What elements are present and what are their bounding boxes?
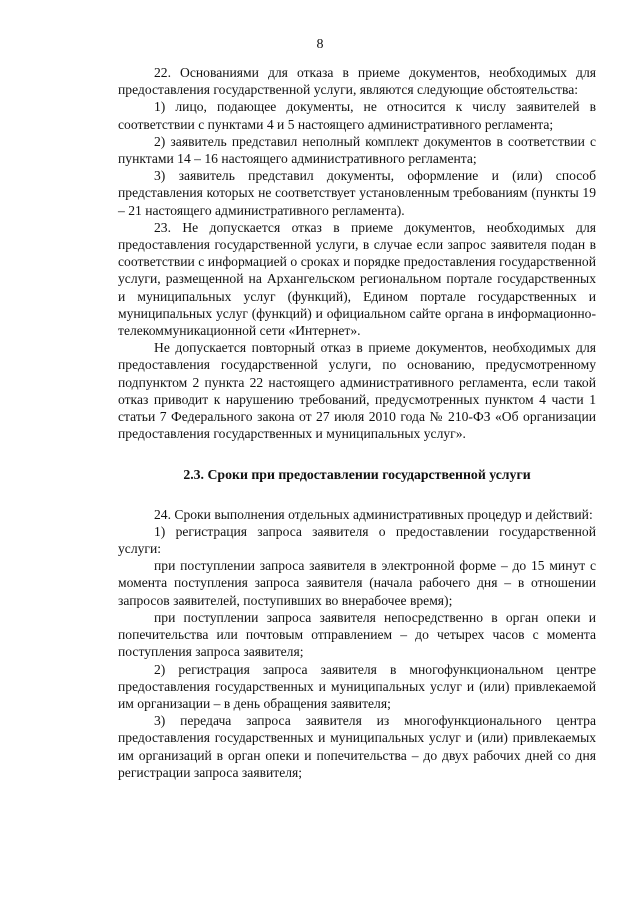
page-body — [118, 64, 596, 781]
paragraph-22-item-1: 1) лицо, подающее документы, не относится к числу заявителей в соответствии с пунктами 4 и 5 настоящего административного регламента; — [118, 99, 596, 132]
paragraph-23-repeat-refusal: Не допускается повторный отказ в приеме документов, необходимых для предоставления государственной услуги, по основанию, предусмотренному подпунктом 2 пункта 22 настоящего административного регламента, если такой отказ приводит к нарушению требований, предусмотренных пунктом 4 части 1 статьи 7 Федерального закона от 27 июля 2010 года № 210-ФЗ «Об организации предоставления государственных и муниципальных услуг». — [118, 340, 596, 442]
paragraph-24-item-1-electronic: при поступлении запроса заявителя в электронной форме – до 15 минут с момента поступления запроса заявителя (начала рабочего дня – в отношении запросов заявителей, поступивших во внерабочее время); — [118, 558, 596, 608]
paragraph-22-item-3: 3) заявитель представил документы, оформление и (или) способ представления которых не соответствует установленным требованиям (пункты 19 – 21 настоящего административного регламента). — [118, 168, 596, 218]
paragraph-24-item-1-direct: при поступлении запроса заявителя непосредственно в орган опеки и попечительства или почтовым отправлением – до четырех часов с момента поступления запроса заявителя; — [118, 609, 596, 660]
paragraph-22: 22. Основаниями для отказа в приеме документов, необходимых для предоставления государственной услуги, являются следующие обстоятельства: — [118, 65, 596, 98]
page-number: 8 — [316, 37, 324, 52]
paragraph-23: 23. Не допускается отказ в приеме документов, необходимых для предоставления государственной услуги, в случае если запрос заявителя подан в соответствии с информацией о сроках и порядке предоставления государственной услуги, размещенной на Архангельском региональном портале государственных и муниципальных услуг (функций), Едином портале государственных и муниципальных услуг (функций) и официальном сайте органа в информационно-телекоммуникационной сети «Интернет». — [118, 219, 596, 339]
paragraph-24-item-1: 1) регистрация запроса заявителя о предоставлении государственной услуги: — [118, 523, 596, 557]
paragraph-22-item-2: 2) заявитель представил неполный комплект документов в соответствии с пунктами 14 – 16 настоящего административного регламента; — [118, 133, 596, 167]
paragraph-24-item-2: 2) регистрация запроса заявителя в многофункциональном центре предоставления государственных и муниципальных услуг и (или) привлекаемой им организации – в день обращения заявителя; — [118, 661, 596, 711]
paragraph-24-item-3: 3) передача запроса заявителя из многофункционального центра предоставления государственных и муниципальных услуг и (или) привлекаемых им организаций в орган опеки и попечительства – до двух рабочих дней со дня регистрации запроса заявителя; — [118, 713, 596, 780]
section-heading: 2.3. Сроки при предоставлении государственной услуги — [183, 467, 531, 483]
paragraph-24: 24. Сроки выполнения отдельных административных процедур и действий: — [154, 506, 593, 522]
